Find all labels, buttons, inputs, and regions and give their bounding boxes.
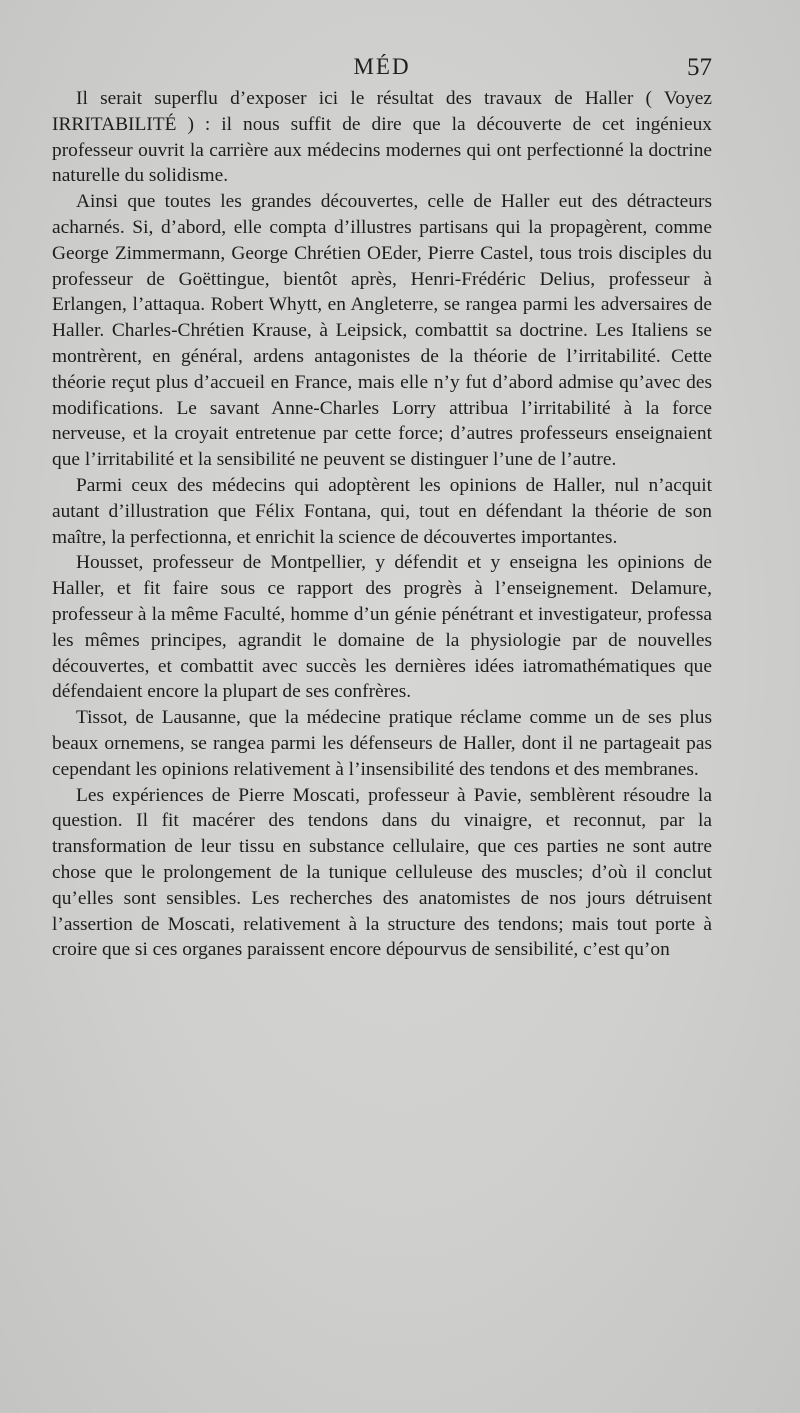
paragraph-housset-delamure: Housset, professeur de Montpellier, y défendit et y enseigna les opinions de Haller, et fit faire sous ce rapport des progrès à l’enseignement. Delamure, professeur à la même Faculté, homme d’un génie pénétrant et investigateur, professa les mêmes principes, agrandit le domaine de la physiologie par de nouvelles découvertes, et combattit avec succès les dernières idées iatromathématiques que défendaient encore la plupart de ses confrères. xyxy=(52,552,712,703)
paragraph-moscati: Les expériences de Pierre Moscati, professeur à Pavie, semblèrent résoudre la question. Il fit macérer des tendons dans du vinaigre, et reconnut, par la transformation de leur tissu en substance cellulaire, que ces parties ne sont autre chose que le prolongement de la tunique celluleuse des muscles; d’où il conclut qu’elles sont sensibles. Les recherches des anatomistes de nos jours détruisent l’assertion de Moscati, relativement à la structure des tendons; mais tout porte à croire que si ces organes paraissent encore dépourvus de sensibilité, c’est qu’on xyxy=(52,784,712,961)
paragraph-tissot: Tissot, de Lausanne, que la médecine pratique réclame comme un de ses plus beaux ornemens, se rangea parmi les défenseurs de Haller, dont il ne partageait pas cependant les opinions relativement à l’insensibilité des tendons et des membranes. xyxy=(52,707,712,780)
paragraph-detracteurs: Ainsi que toutes les grandes découvertes, celle de Haller eut des détracteurs acharnés. Si, d’abord, elle compta d’illustres partisans qui la propagèrent, comme George Zimmermann, George Chrétien OEder, Pierre Castel, tous trois disciples du professeur de Goëttingue, bientôt après, Henri-Frédéric Delius, professeur à Erlangen, l’attaqua. Robert Whytt, en Angleterre, se rangea parmi les adversaires de Haller. Charles-Chrétien Krause, à Leipsick, combattit sa doctrine. Les Italiens se montrèrent, en général, ardens antagonistes de la théorie de l’irritabilité. Cette théorie reçut plus d’accueil en France, mais elle n’y fut d’abord admise qu’avec des modifications. Le savant Anne-Charles Lorry attribua l’irritabilité à la force nerveuse, et la croyait entretenue par cette force; d’autres professeurs enseignaient que l’irritabilité et la sensibilité ne peuvent se distinguer l’une de l’autre. xyxy=(52,191,712,471)
paragraph-haller-travaux: Il serait superflu d’exposer ici le résultat des travaux de Haller ( Voyez IRRITABILITÉ ) : il nous suffit de dire que la découverte de cet ingénieux professeur ouvrit la carrière aux médecins modernes qui ont perfectionné la doctrine naturelle du solidisme. xyxy=(52,88,712,187)
running-head xyxy=(52,52,712,86)
paragraph-fontana: Parmi ceux des médecins qui adoptèrent les opinions de Haller, nul n’acquit autant d’illustration que Félix Fontana, qui, tout en défendant la théorie de son maître, la perfectionna, et enrichit la science de découvertes importantes. xyxy=(52,474,712,548)
page-number: 57 xyxy=(687,54,712,81)
body-text xyxy=(52,86,712,963)
running-title: MÉD xyxy=(353,54,411,79)
